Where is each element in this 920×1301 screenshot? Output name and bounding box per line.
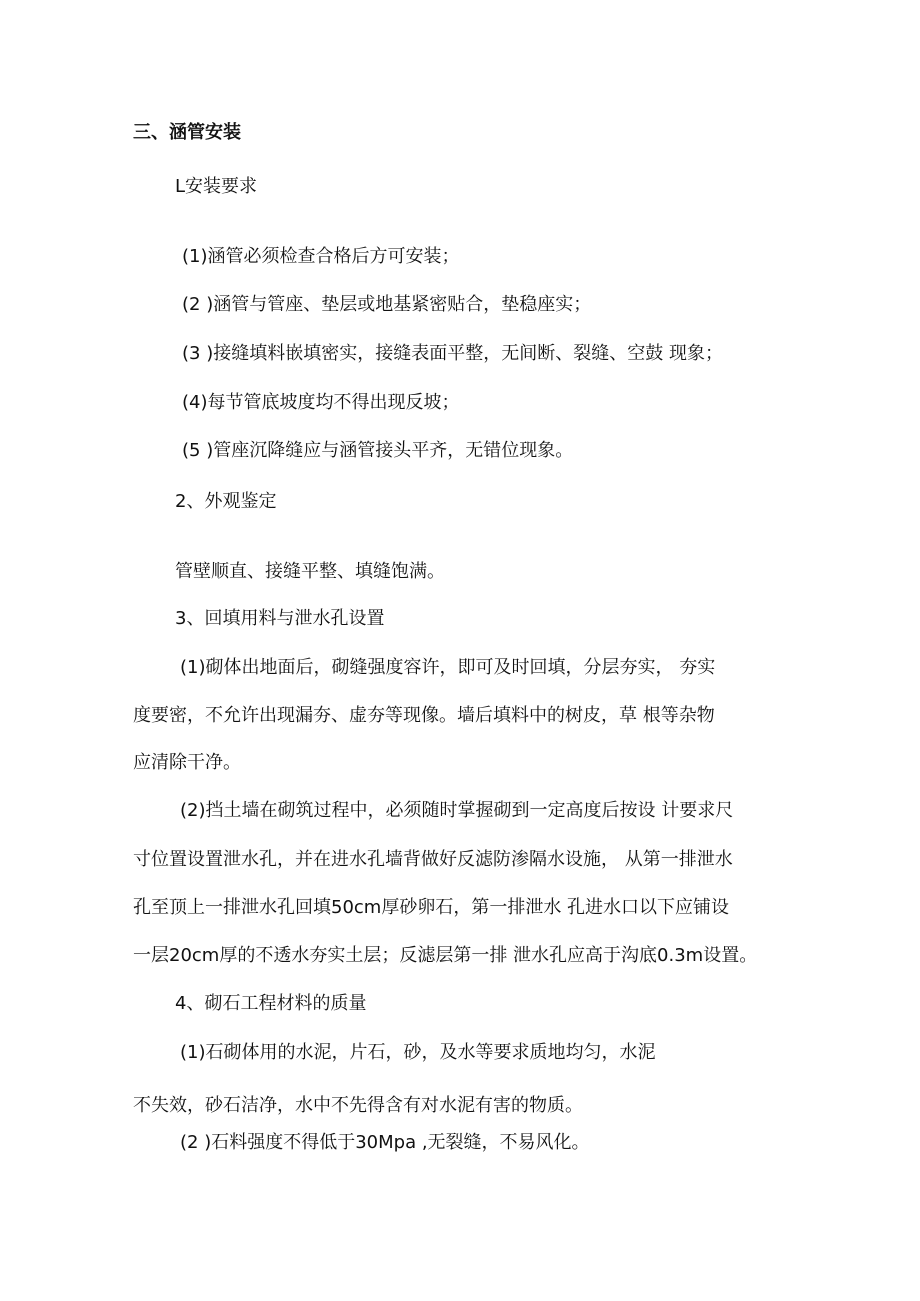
paragraph-line: 度要密，不允许出现漏夯、虚夯等现像。墙后填料中的树皮，草 根等杂物 [133,705,715,726]
paragraph-line: (1)砌体出地面后，砌缝强度容许，即可及时回填，分层夯实， 夯实 [180,657,716,678]
subsection-title-backfill: 3、回填用料与泄水孔设置 [175,608,385,629]
paragraph-line: (1)石砌体用的水泥，片石，砂，及水等要求质地均匀，水泥 [180,1042,656,1063]
paragraph-line: (2)挡土墙在砌筑过程中，必须随时掌握砌到一定高度后按设 计要求尺 [180,800,734,821]
list-item: (4)每节管底坡度均不得出现反坡； [182,392,460,413]
paragraph-line: 一层20cm厚的不透水夯实土层；反滤层第一排 泄水孔应高于沟底0.3m设置。 [133,945,758,966]
list-item: (3 )接缝填料嵌填密实，接缝表面平整，无间断、裂缝、空鼓 现象； [182,343,723,364]
paragraph-text: 管壁顺直、接缝平整、填缝饱满。 [175,561,445,582]
paragraph-line: 应清除干净。 [133,752,241,773]
subsection-title-installation: L安装要求 [175,176,258,197]
section-heading: 三、涵管安装 [133,122,241,143]
paragraph-line: 寸位置设置泄水孔，并在进水孔墙背做好反滤防渗隔水设施， 从第一排泄水 [133,849,733,870]
list-item: (2 )石料强度不得低于30Mpa ,无裂缝，不易风化。 [180,1132,590,1153]
paragraph-line: 孔至顶上一排泄水孔回填50cm厚砂卵石，第一排泄水 孔进水口以下应铺设 [133,897,730,918]
list-item: (1)涵管必须检查合格后方可安装； [182,246,460,267]
paragraph-line: 不失效，砂石洁净，水中不先得含有对水泥有害的物质。 [133,1095,583,1116]
list-item: (2 )涵管与管座、垫层或地基紧密贴合，垫稳座实； [182,294,592,315]
list-item: (5 )管座沉降缝应与涵管接头平齐，无错位现象。 [182,440,574,461]
subsection-title-appearance: 2、外观鉴定 [175,491,277,512]
subsection-title-material-quality: 4、砌石工程材料的质量 [175,993,367,1014]
